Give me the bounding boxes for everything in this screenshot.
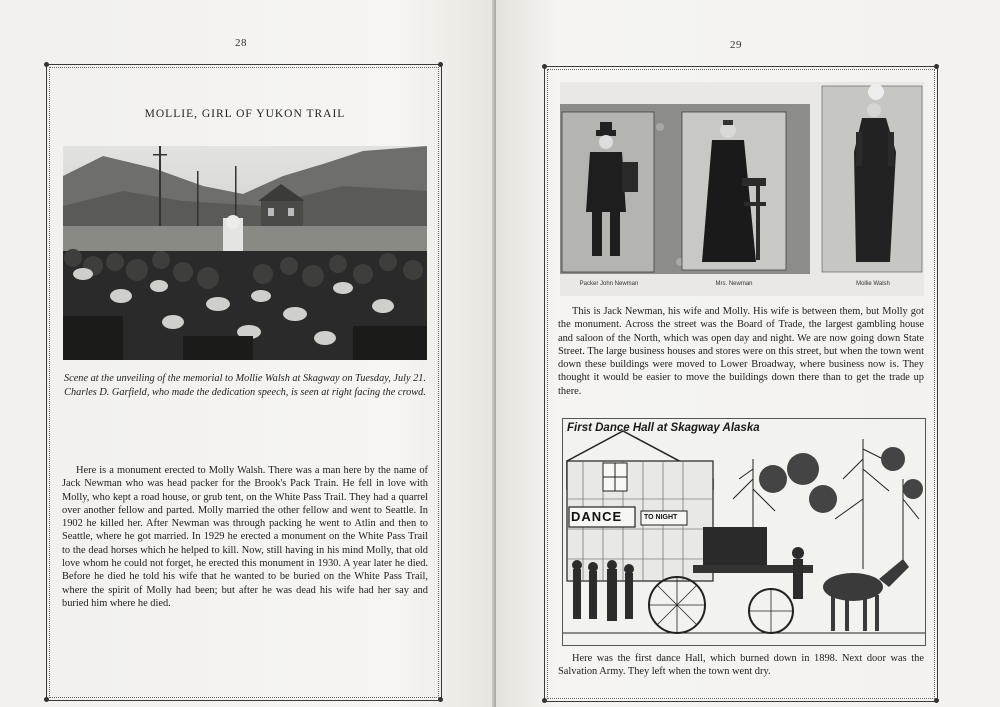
page-number-left: 28 (235, 37, 247, 49)
dance-hall-paragraph: Here was the first dance Hall, which burned down in 1898. Next door was the Salvation Army. They left when the town went dry. (558, 653, 924, 678)
page-number-right: 29 (730, 39, 742, 51)
dance-sign: DANCE (571, 509, 623, 524)
left-page (0, 0, 496, 707)
border-corner (934, 698, 939, 703)
dance-hall-description (558, 652, 924, 679)
border-corner (438, 62, 443, 67)
portraits-graphic (560, 82, 924, 296)
portrait-label-mollie: Mollie Walsh (856, 281, 890, 287)
sketch-heading: First Dance Hall at Skagway Alaska (567, 422, 760, 434)
border-corner (44, 697, 49, 702)
article-title: MOLLIE, GIRL OF YUKON TRAIL (144, 108, 346, 120)
photo-caption: Scene at the unveiling of the memorial to Mollie Walsh at Skagway on Tuesday, July 21. Charles D. Garfield, who made the dedication speech, is seen at right facing the crowd. (64, 373, 426, 398)
border-corner (542, 698, 547, 703)
border-corner (934, 64, 939, 69)
tonight-sign: TO NIGHT (644, 514, 678, 521)
portrait-label-newman: Packer John Newman (579, 281, 639, 287)
border-corner (44, 62, 49, 67)
article-paragraph: Here is a monument erected to Molly Walsh. There was a man here by the name of Jack Newman who was head packer for the Brook's Pack Train. He fell in love with Molly, who kept a road house, or grub tent, on the White Pass Trail. They had a quarrel over another fellow and parted. Molly married the other fellow and went to Seattle. In 1902 he killed her. After Newman was through packing he went to Atlin and then to Seattle, where he got married. In 1929 he erected a monument on the White Pass Trail to the dead horses which he helped to kill. Now, still having in his mind Molly, that old love whom he could not forget, he erected this monument in 1930. A year later he died. Before he died he told his wife that he wanted to be buried on the White Pass Trail, where the spirit of Molly had been; but after he was dead his wife had her say and buried him where he died. (62, 465, 428, 609)
memorial-unveiling-photo (63, 146, 427, 360)
right-page (496, 0, 1000, 707)
dance-hall-graphic (563, 419, 926, 646)
border-corner (438, 697, 443, 702)
article-body (62, 464, 428, 610)
memorial-photo-graphic (63, 146, 427, 360)
border-corner (542, 64, 547, 69)
dance-hall-sketch (562, 418, 926, 646)
description-paragraph: This is Jack Newman, his wife and Molly. His wife is between them, but Molly got the monument. Across the street was the Board of Trade, the largest gambling house and saloon of the North, which was open day and night. We are now going down State Street. The large business houses and stores were on this street, but when the town went down these buildings were moved to Lower Broadway, where business now is. They thought it would be easier to move the buildings down there than to get the trade up there. (558, 306, 924, 397)
portraits-description (558, 305, 924, 398)
portraits-photo (560, 82, 924, 296)
portrait-label-mrs-newman: Mrs. Newman (715, 281, 753, 287)
